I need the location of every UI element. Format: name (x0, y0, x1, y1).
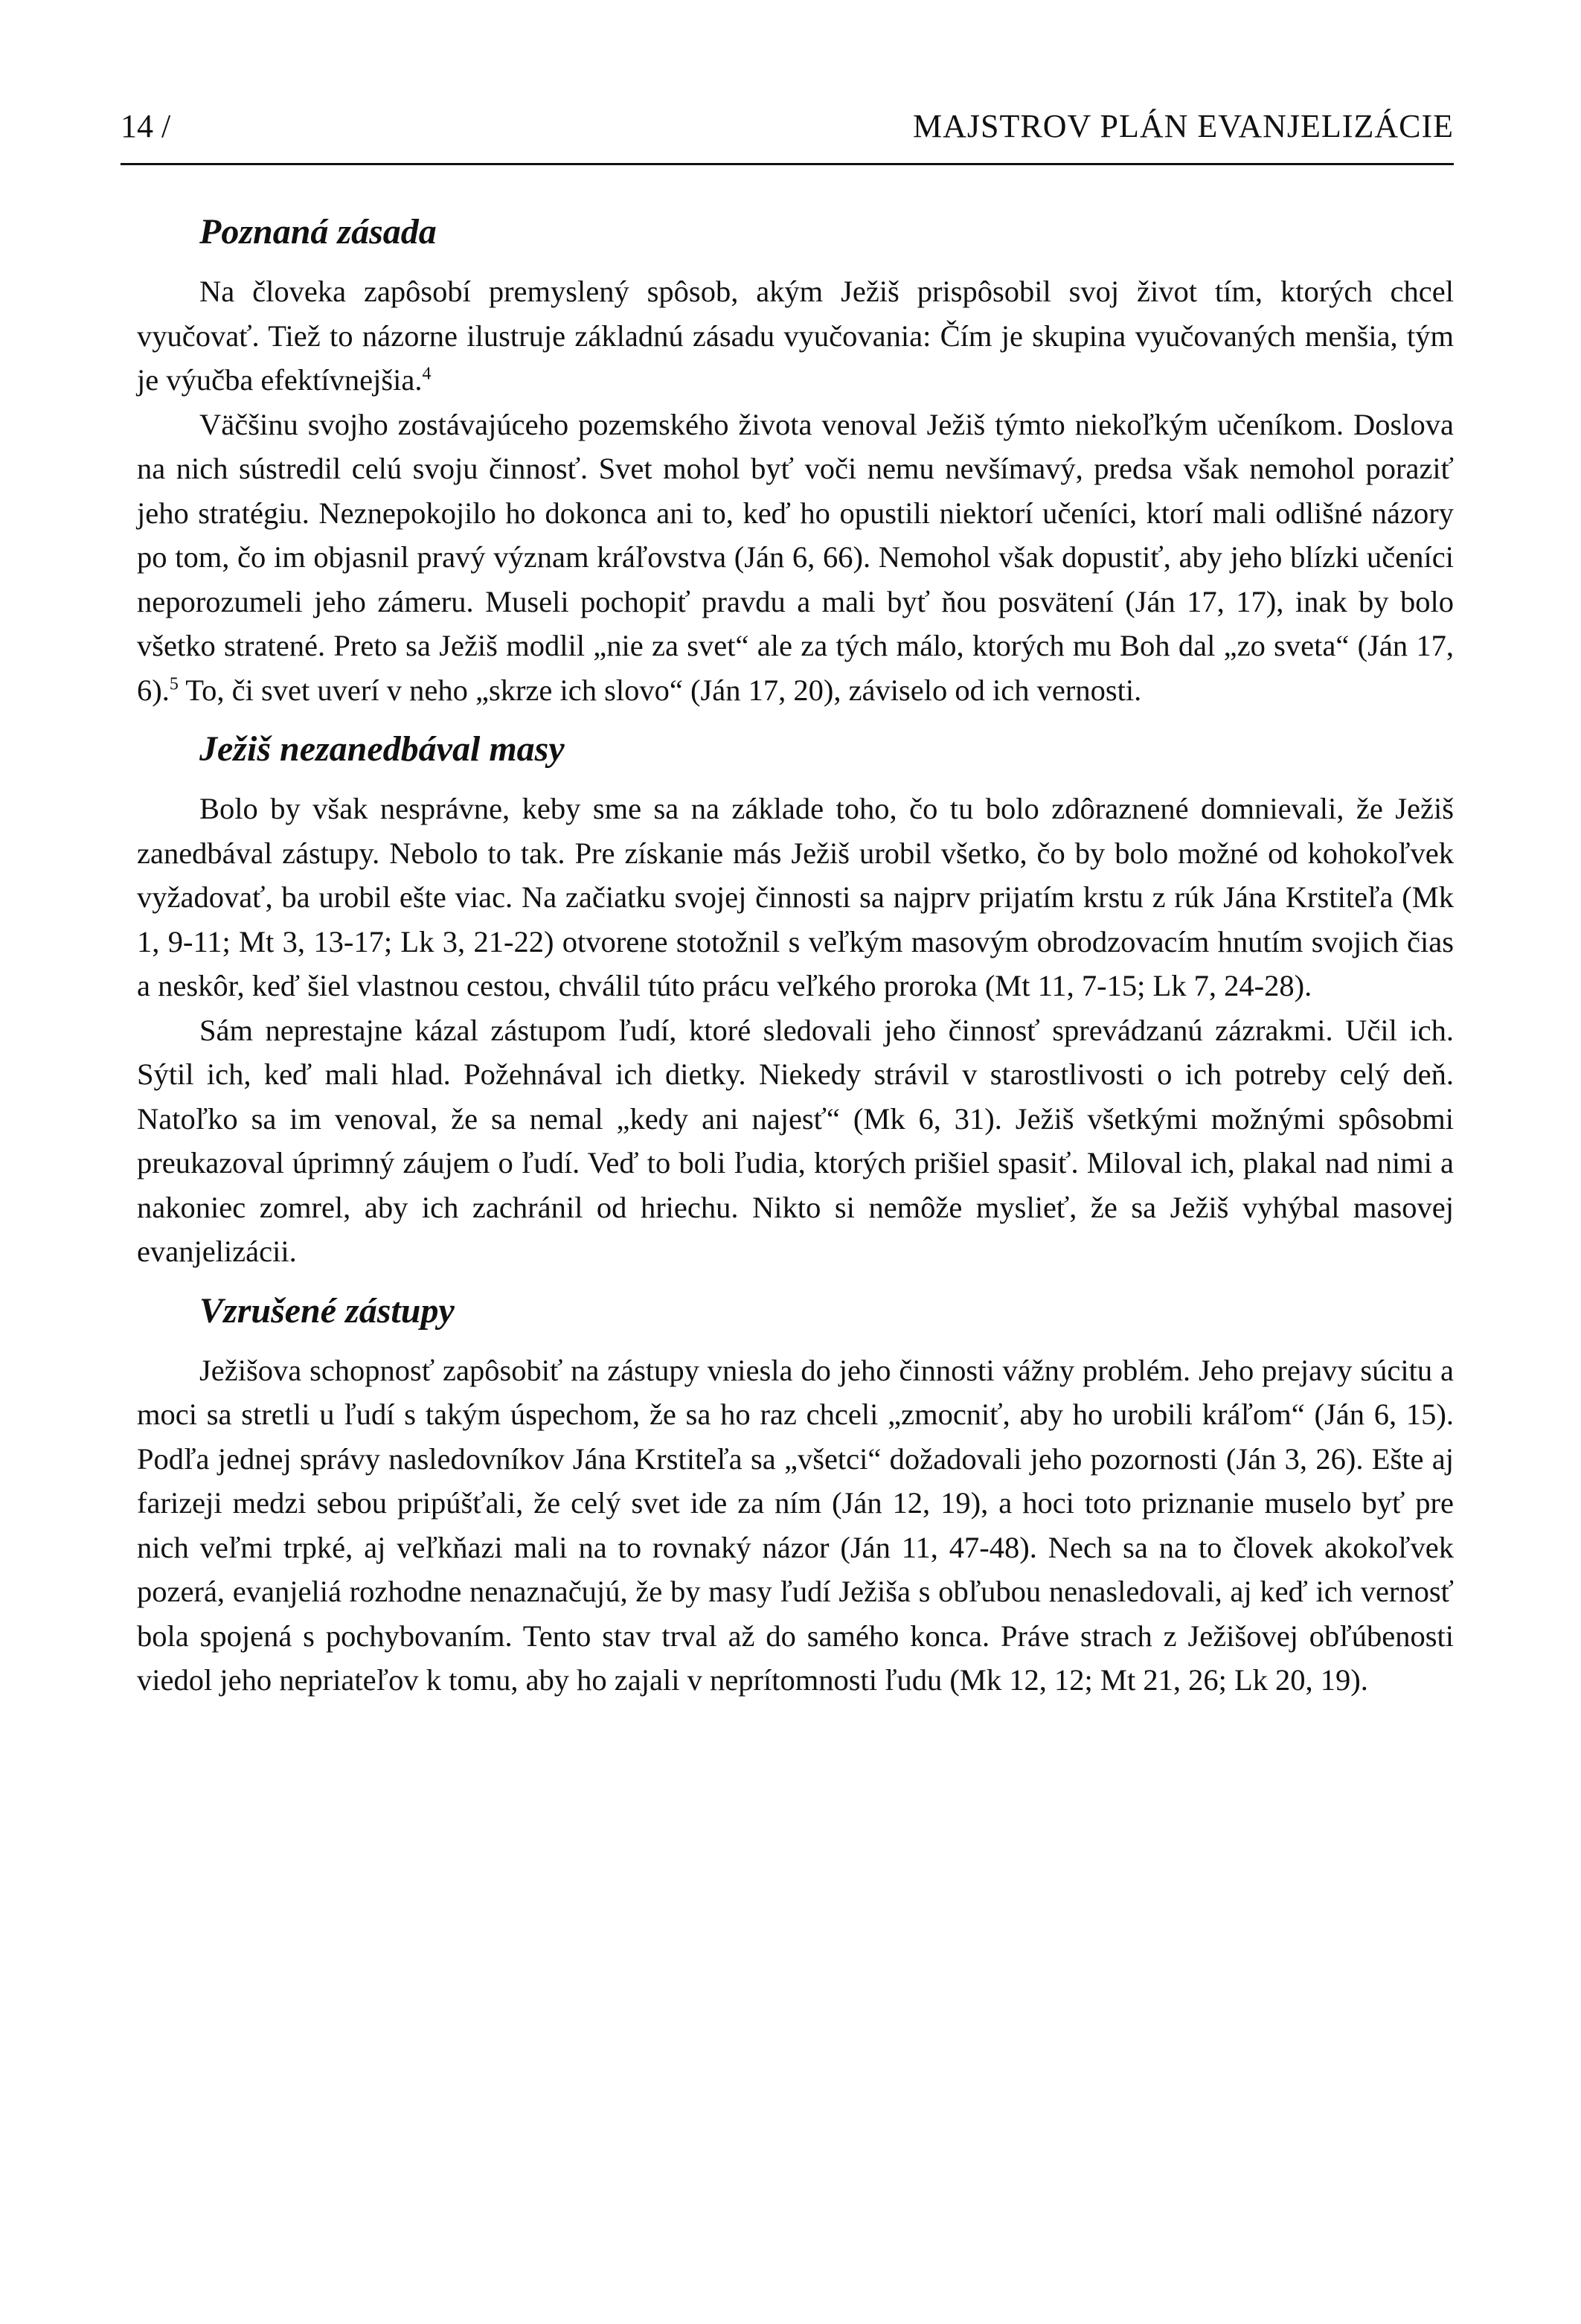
page-header (121, 104, 1454, 149)
page-content (137, 210, 1454, 1703)
footnote-marker: 4 (422, 364, 432, 384)
running-title: MAJSTROV PLÁN EVANJELIZÁCIE (913, 108, 1454, 144)
footnote-marker: 5 (169, 674, 179, 694)
paragraph: Ježišova schopnosť zapôsobiť na zástupy vniesla do jeho činnosti vážny problém. Jeho prejavy súcitu a moci sa stretli u ľudí s takým úspechom, že sa ho raz chceli „zmocniť, aby ho urobili kráľom“ (Ján 6, 15). Podľa jednej správy nasledovníkov Jána Krstiteľa sa „všetci“ dožadovali jeho pozornosti (Ján 3, 26). Ešte aj farizeji medzi sebou pripúšťali, že celý svet ide za ním (Ján 12, 19), a hoci toto priznanie muselo byť pre nich veľmi trpké, aj veľkňazi mali na to rovnaký názor (Ján 11, 47-48). Nech sa na to človek akokoľvek pozerá, evanjeliá rozhodne nenaznačujú, že by masy ľudí Ježiša s obľubou nenasledovali, aj keď ich vernosť bola spojená s pochybovaním. Tento stav trval až do samého konca. Práve strach z Ježišovej obľúbenosti viedol jeho nepriateľov k tomu, aby ho zajali v neprítomnosti ľudu (Mk 12, 12; Mt 21, 26; Lk 20, 19). (137, 1353, 1454, 1697)
header-rule (121, 163, 1454, 165)
paragraph: Sám neprestajne kázal zástupom ľudí, ktoré sledovali jeho činnosť sprevádzanú zázrakmi. Učil ich. Sýtil ich, keď mali hlad. Požehnával ich dietky. Niekedy strávil v starostlivosti o ich potreby celý deň. Natoľko sa im venoval, že sa nemal „kedy ani najesť“ (Mk 6, 31). Ježiš všetkými možnými spôsobmi preukazoval úprimný záujem o ľudí. Veď to boli ľudia, ktorých prišiel spasiť. Miloval ich, plakal nad nimi a nakoniec zomrel, aby ich zachránil od hriechu. Nikto si nemôže myslieť, že sa Ježiš vyhýbal masovej evanjelizácii. (137, 1013, 1454, 1268)
paragraph: Väčšinu svojho zostávajúceho pozemského života venoval Ježiš týmto niekoľkým učeníkom. Doslova na nich sústredil celú svoju činnosť. Svet mohol byť voči nemu nevšímavý, predsa však nemohol poraziť jeho stratégiu. Neznepokojilo ho dokonca ani to, keď ho opustili niektorí učeníci, ktorí mali odlišné názory po tom, čo im objasnil pravý význam kráľovstva (Ján 6, 66). Nemohol však dopustiť, aby jeho blízki učeníci neporozumeli jeho zámeru. Museli pochopiť pravdu a mali byť ňou posvätení (Ján 17, 17), inak by bolo všetko stratené. Preto sa Ježiš modlil „nie za svet“ ale za tých málo, ktorých mu Boh dal „zo sveta“ (Ján 17, 6).$^5$ To, či svet uverí v neho „skrze ich slovo“ (Ján 17, 20), záviselo od ich vernosti. (137, 407, 1454, 707)
page-number: 14 / (121, 108, 171, 144)
paragraph: Na človeka zapôsobí premyslený spôsob, akým Ježiš prispôsobil svoj život tím, ktorých chcel vyučovať. Tiež to názorne ilustruje základnú zásadu vyučovania: Čím je skupina vyučovaných menšia, tým je výučba efektívnejšia.$^4$ (137, 275, 1454, 397)
section-heading-vzrusene-zastupy: Vzrušené zástupy (199, 1290, 455, 1331)
section-heading-poznana-zasada: Poznaná zásada (199, 212, 437, 252)
section-heading-jezis-nezanedbaval-masy: Ježiš nezanedbával masy (199, 729, 565, 769)
paragraph: Bolo by však nesprávne, keby sme sa na základe toho, čo tu bolo zdôraznené domnievali, že Ježiš zanedbával zástupy. Nebolo to tak. Pre získanie más Ježiš urobil všetko, čo by bolo možné od kohokoľvek vyžadovať, ba urobil ešte viac. Na začiatku svojej činnosti sa najprv prijatím krstu z rúk Jána Krstiteľa (Mk 1, 9-11; Mt 3, 13-17; Lk 3, 21-22) otvorene stotožnil s veľkým masovým obrodzovacím hnutím svojich čias a neskôr, keď šiel vlastnou cestou, chválil túto prácu veľkého proroka (Mt 11, 7-15; Lk 7, 24-28). (137, 792, 1454, 1002)
